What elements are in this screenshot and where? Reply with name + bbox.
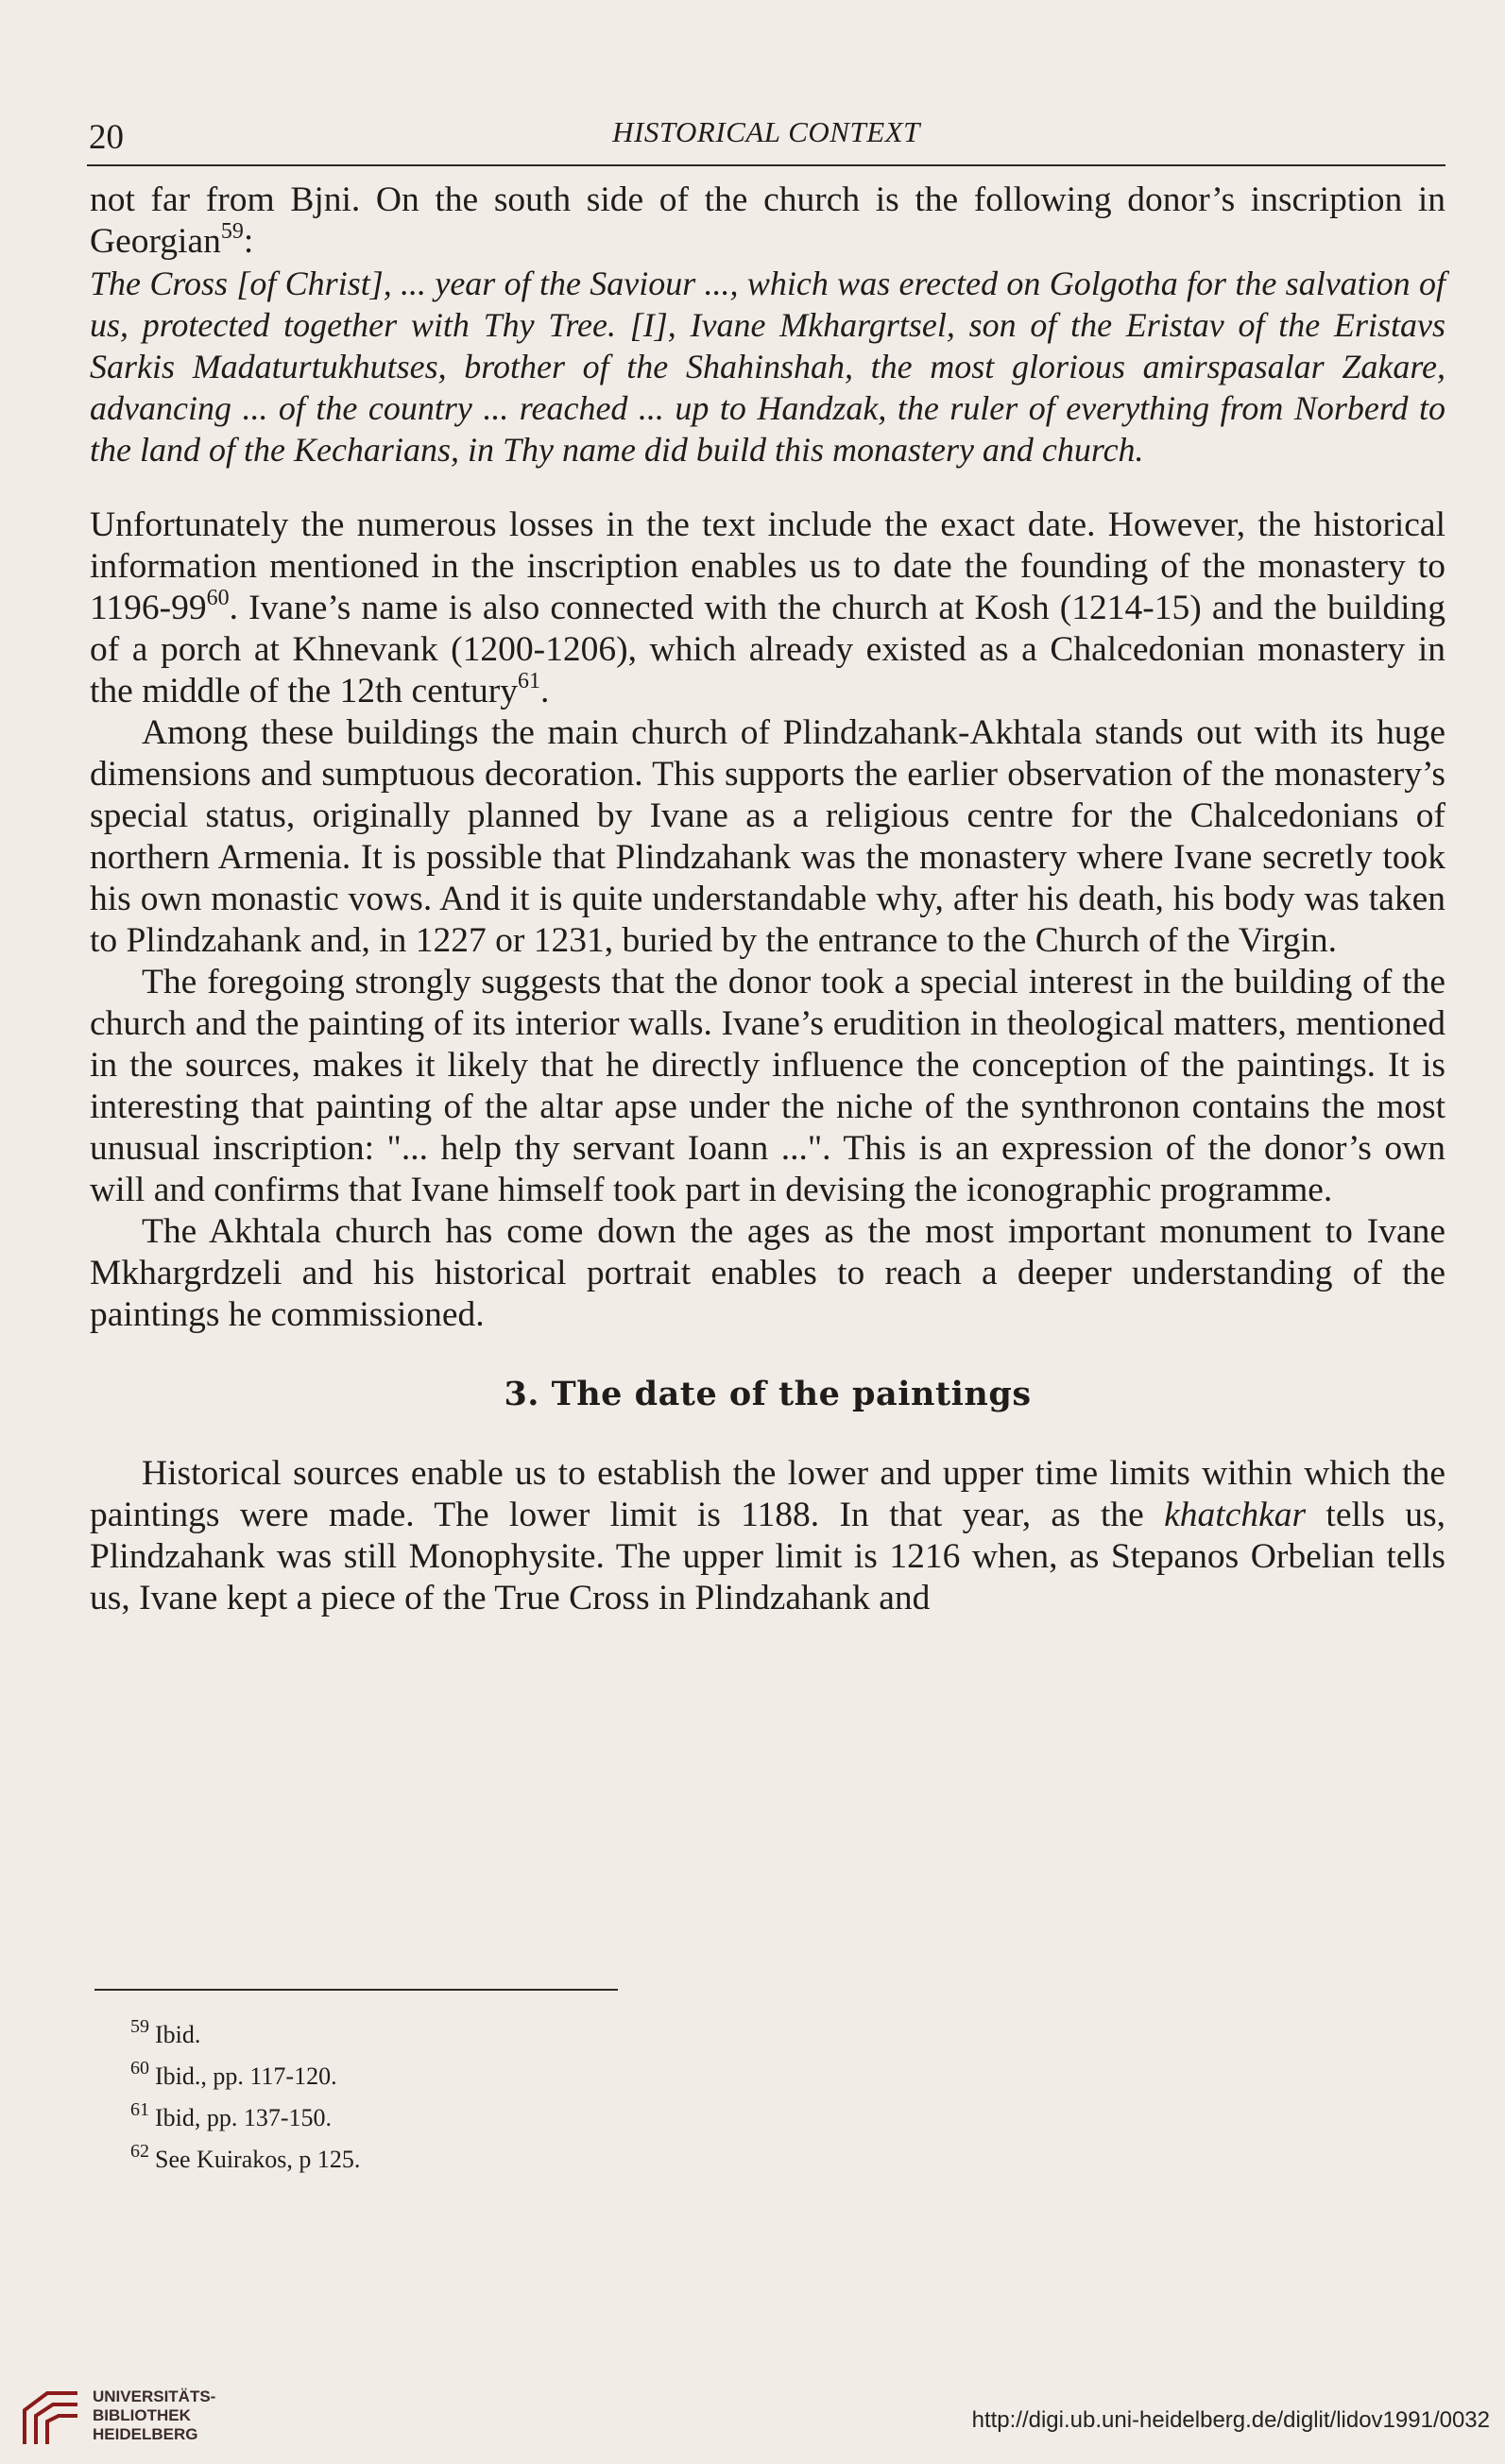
section-heading: 3. The date of the paintings [504,1375,1032,1413]
paragraph [90,1453,1445,1619]
page-header [87,106,1445,163]
footnote-text: Ibid, pp. 137-150. [155,2104,333,2131]
paragraph-text: tells us, Plindzahank was still Monophysite. The upper limit is 1216 when, as Stepanos Orbelian tells us, Ivane kept a piece of the True Cross in Plindzahank and [90,1496,1445,1617]
paragraph-text: Unfortunately the numerous losses in the text include the exact date. However, the historical information mentioned in the inscription enables us to date the founding of the monastery to 1196-99 [90,505,1445,627]
header-rule [87,164,1445,166]
footnote-ref: 60 [206,586,230,610]
running-head: HISTORICAL CONTEXT [612,115,920,148]
footnote-text: Ibid., pp. 117-120. [155,2062,337,2090]
paragraph-text: Historical sources enable us to establish the lower and upper time limits within which the paintings were made. The lower limit is 1188. In that year, as the [90,1454,1445,1534]
footnote-ref: 59 [220,219,244,244]
library-logo-icon [19,2387,85,2448]
paragraph-text: . Ivane’s name is also connected with the church at Kosh (1214-15) and the building of a porch at Khnevank (1200-1206), which already existed as a Chalcedonian monastery in the middle of the 12th century [90,589,1445,710]
footnote-text: Ibid. [155,2021,201,2048]
footnote-ref: 61 [518,669,541,693]
footnote [130,2014,886,2056]
footnote [130,2056,886,2097]
footnote-number: 59 [130,2016,149,2037]
paragraph: Among these buildings the main church of Plindzahank-Akhtala stands out with its huge dimensions and sumptuous decoration. This supports the earlier observation of the monastery’s special status, originally planned by Ivane as a religious centre for the Chalcedonians of northern Armenia. It is possible that Plindzahank was the monastery where Ivane secretly took his own monastic vows. And it is quite understandable why, after his death, his body was taken to Plindzahank and, in 1227 or 1231, buried by the entrance to the Church of the Virgin. [90,713,1445,960]
footnote-text: See Kuirakos, p 125. [155,2146,361,2173]
inscription-quote: The Cross [of Christ], ... year of the Saviour ..., which was erected on Golgotha for the salvation of us, protected together with Thy Tree. [I], Ivane Mkhargrtsel, son of the Eristav of the Eristavs Sarkis Madaturtukhutses, brother of the Shahinshah, the most glorious amirspasalar Zakare, advancing ... of the country ... reached ... up to Handzak, the ruler of everything from Norberd to the land of the Kecharians, in Thy name did build this monastery and church. [90,265,1445,469]
footnote-number: 62 [130,2141,149,2162]
paragraph-punct: . [540,672,550,710]
paragraph-continuation [90,180,1445,263]
body-text [90,180,1445,1619]
source-url[interactable]: http://digi.ub.uni-heidelberg.de/diglit/lidov1991/0032 [971,2407,1490,2433]
paragraph-text: not far from Bjni. On the south side of the church is the following donor’s inscription in Georgian [90,180,1445,261]
page-number: 20 [89,118,124,157]
footnote-number: 60 [130,2058,149,2079]
library-name-line: UNIVERSITÄTS- [93,2387,216,2405]
library-logo [19,2384,255,2452]
footnote [130,2139,886,2181]
footnote [130,2097,886,2139]
library-name-line: BIBLIOTHEK [93,2406,191,2424]
italic-term: khatchkar [1164,1496,1307,1534]
paragraph-punct: : [243,222,254,261]
footnotes [130,2014,886,2181]
paragraph [90,505,1445,712]
footnote-rule [94,1989,618,1991]
paragraph: The Akhtala church has come down the ages as the most important monument to Ivane Mkhargrdzeli and his historical portrait enables to reach a deeper understanding of the paintings he commissioned. [90,1212,1445,1334]
paragraph: The foregoing strongly suggests that the donor took a special interest in the building of the church and the painting of its interior walls. Ivane’s erudition in theological matters, mentioned in the sources, makes it likely that he directly influence the conception of the paintings. It is interesting that painting of the altar apse under the niche of the synthronon contains the most unusual inscription: "... help thy servant Ioann ...". This is an expression of the donor’s own will and confirms that Ivane himself took part in devising the iconographic programme. [90,963,1445,1209]
library-name [93,2387,215,2444]
library-name-line: HEIDELBERG [93,2425,198,2443]
footnote-number: 61 [130,2099,149,2120]
